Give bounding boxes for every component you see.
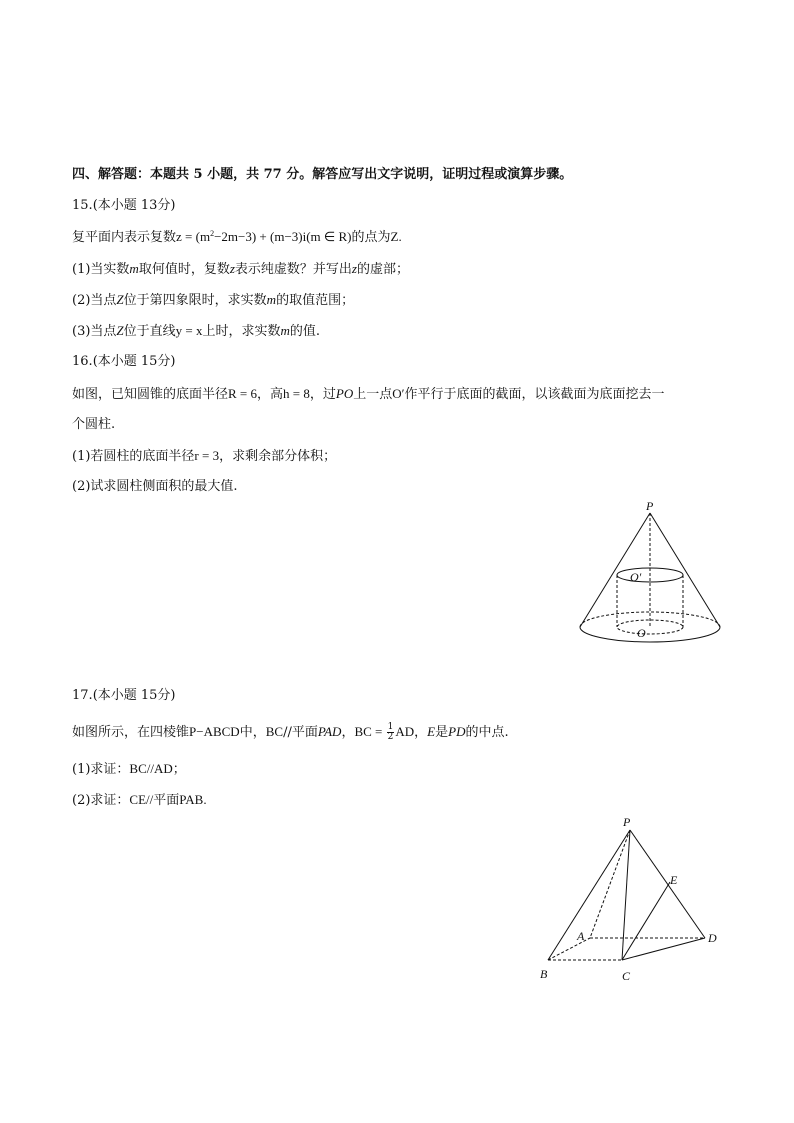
q16-p1-text-b: ，求剩余部分体积； xyxy=(219,449,337,464)
q16-stem-line2: 个圆柱. xyxy=(72,417,116,432)
q15-z-part: z = (m xyxy=(176,229,211,244)
q17-p1-text-b: ； xyxy=(172,762,186,777)
q17-part2 xyxy=(72,791,207,810)
q15-header xyxy=(72,197,176,215)
segment-CE xyxy=(622,882,670,960)
q15-point-Z: Z. xyxy=(390,229,402,244)
q15-score: (本小题 13分) xyxy=(92,198,176,213)
q16-radius: R = 6 xyxy=(228,386,258,401)
q16-segment-PO: PO xyxy=(335,386,354,401)
q17-text-b: 中， xyxy=(239,725,266,740)
q16-point-O-prime: O′ xyxy=(392,386,405,401)
q16-p1-text: (1)若圆柱的底面半径 xyxy=(72,449,195,464)
q17-text-f: 是 xyxy=(435,725,449,740)
q17-plane-PAD: PAD xyxy=(317,724,342,739)
q15-p1-var-z2: z xyxy=(351,261,357,276)
q15-part1 xyxy=(72,260,409,279)
q15-p3-var-m: m xyxy=(280,323,290,338)
q16-height: h = 8 xyxy=(283,386,310,401)
cone-label-O-prime: O′ xyxy=(630,570,642,584)
pyr-label-B: B xyxy=(540,967,548,981)
q16-text-d: 上一点 xyxy=(353,387,393,402)
q15-p3-text: (3)当点 xyxy=(72,324,117,339)
q16-part2: (2)试求圆柱侧面积的最大值. xyxy=(72,479,238,494)
q15-p3-text-d: 的值. xyxy=(289,324,321,339)
pyramid-figure xyxy=(530,810,730,990)
cone-right-edge xyxy=(650,513,720,627)
q17-segment-PD: PD xyxy=(448,724,466,739)
q16-part1 xyxy=(72,447,336,466)
q15-p2-text-c: 的取值范围； xyxy=(276,293,355,308)
q15-part2 xyxy=(72,291,354,310)
q16-text-e: 作平行于底面的截面，以该截面为底面挖去一 xyxy=(404,387,665,402)
q17-AD: AD xyxy=(395,724,415,739)
q17-text-d: ， xyxy=(341,725,355,740)
edge-PD xyxy=(630,830,705,938)
q15-z-rest: −2m−3) + (m−3)i(m ∈ R) xyxy=(214,229,352,244)
q17-pyramid: P−ABCD xyxy=(189,724,240,739)
q15-p3-eq: y = x xyxy=(175,323,203,338)
cylinder-bottom xyxy=(617,620,683,634)
q15-exponent: 2 xyxy=(210,229,215,238)
q15-p1-text: (1)当实数 xyxy=(72,262,130,277)
q17-p1-text: (1)求证： xyxy=(72,762,130,777)
q16-text-a: 如图，已知圆锥的底面半径 xyxy=(72,387,229,402)
edge-PB xyxy=(548,830,630,960)
q15-p3-text-c: 上时，求实数 xyxy=(202,324,281,339)
q16-text-c: ，过 xyxy=(309,387,336,402)
cone-label-O: O xyxy=(637,626,646,640)
pyr-label-A: A xyxy=(577,929,585,943)
q15-part3 xyxy=(72,322,320,341)
q17-frac-num: 1 xyxy=(387,722,394,732)
q15-p3-text-b: 位于直线 xyxy=(123,324,176,339)
q15-p1-text-b: 取何值时，复数 xyxy=(138,262,230,277)
pyr-label-C: C xyxy=(622,969,631,983)
q16-p1-radius: r = 3 xyxy=(194,448,220,463)
q17-point-E: E xyxy=(427,724,436,739)
q15-number: 15. xyxy=(72,198,93,213)
pyr-label-D: D xyxy=(708,931,717,945)
pyr-label-P: P xyxy=(623,815,631,829)
pyr-label-E: E xyxy=(670,873,678,887)
q15-p1-var: m xyxy=(129,261,139,276)
q15-stem xyxy=(72,228,402,247)
cone-figure xyxy=(570,495,730,655)
q17-text-e: ， xyxy=(414,725,428,740)
q17-text-c: //平面 xyxy=(283,725,318,740)
q16-header xyxy=(72,353,176,371)
q17-text-g: 的中点. xyxy=(465,725,509,740)
q16-number: 16. xyxy=(72,354,93,369)
q17-p2-text: (2)求证： xyxy=(72,793,130,808)
q16-text-b: ，高 xyxy=(257,387,284,402)
section-heading: 四、解答题：本题共 5 小题，共 77 分。解答应写出文字说明，证明过程或演算步骤。 xyxy=(72,167,573,182)
q17-part1 xyxy=(72,760,186,779)
cone-label-P: P xyxy=(646,499,654,513)
q17-text-a: 如图所示，在四棱锥 xyxy=(72,725,190,740)
q15-stem-text: 复平面内表示复数 xyxy=(72,230,177,245)
q15-p1-var-z: z xyxy=(229,261,235,276)
q17-p2-expr: CE//平面PAB. xyxy=(129,792,207,807)
q17-stem xyxy=(72,723,509,742)
cone-base-front xyxy=(580,627,720,642)
q17-BC-eq: BC = xyxy=(354,724,386,739)
q17-fraction xyxy=(387,723,395,742)
q15-p2-text: (2)当点 xyxy=(72,293,117,308)
q15-p2-var-m: m xyxy=(266,292,277,307)
edge-CD xyxy=(622,938,705,960)
q16-stem xyxy=(72,385,665,404)
q15-stem-text-2: 的点为 xyxy=(351,230,391,245)
q17-score: (本小题 15分) xyxy=(92,688,176,703)
q17-BC: BC xyxy=(265,724,284,739)
q15-z-expr xyxy=(176,229,351,244)
q15-p2-text-b: 位于第四象限时，求实数 xyxy=(123,293,267,308)
q17-number: 17. xyxy=(72,688,93,703)
q16-score: (本小题 15分) xyxy=(92,354,176,369)
q15-p1-text-d: 的虚部； xyxy=(356,262,409,277)
q15-p2-var: Z xyxy=(116,292,124,307)
q17-header xyxy=(72,687,176,705)
q15-p1-text-c: 表示纯虚数？并写出 xyxy=(234,262,352,277)
q17-frac-den: 2 xyxy=(387,732,394,742)
q15-p3-var: Z xyxy=(116,323,124,338)
q17-p1-expr: BC//AD xyxy=(129,761,173,776)
